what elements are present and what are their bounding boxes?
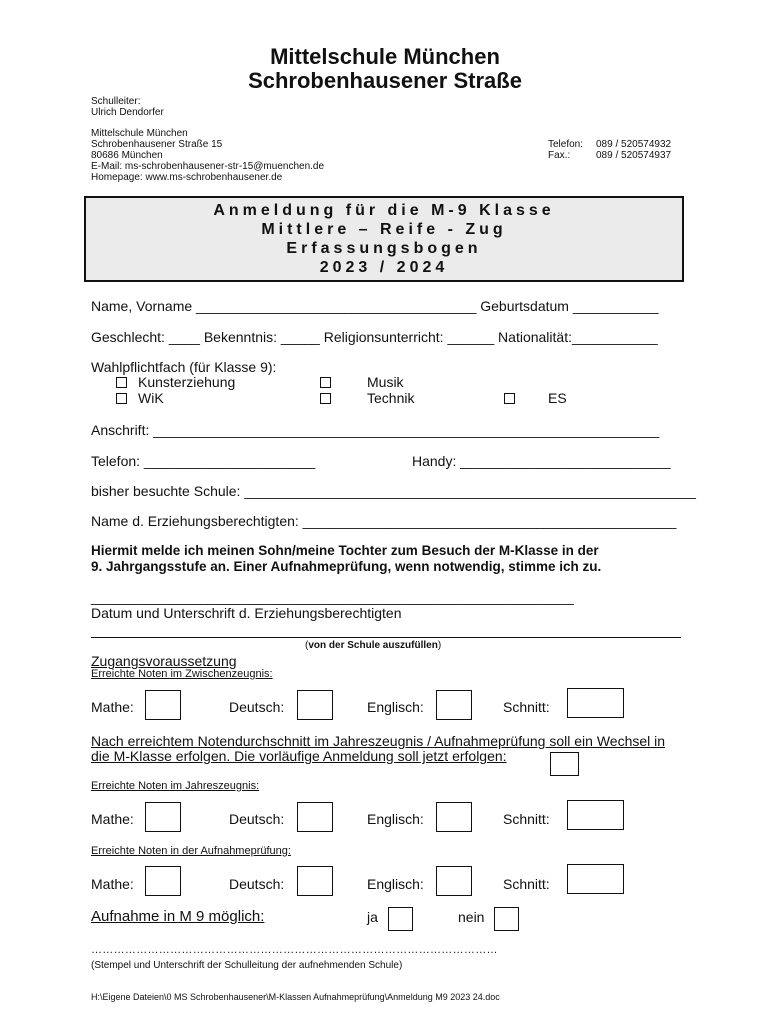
schnitt-label-3: Schnitt: xyxy=(503,876,550,892)
schnitt-grade-box-1[interactable] xyxy=(567,688,624,718)
mathe-label-1: Mathe: xyxy=(91,699,134,715)
deutsch-label-3: Deutsch: xyxy=(229,876,285,892)
declaration-line2: 9. Jahrgangsstufe an. Einer Aufnahmeprüfung, wenn notwendig, stimme ich zu. xyxy=(91,559,602,574)
phone-field[interactable]: Telefon: ______________________ xyxy=(91,453,316,469)
deutsch-label-2: Deutsch: xyxy=(229,811,285,827)
gender-religion-field[interactable]: Geschlecht: ____ Bekenntnis: _____ Religionsunterricht: ______ Nationalität:___________ xyxy=(91,329,658,345)
address-field[interactable]: Anschrift: _________________________________________________________________ xyxy=(91,422,660,438)
signature-line[interactable]: ______________________________________________________________ xyxy=(91,589,574,605)
englisch-label-1: Englisch: xyxy=(367,699,424,715)
form-title-line3: Erfassungsbogen xyxy=(286,240,482,257)
signature-label: Datum und Unterschrift d. Erziehungsberechtigten xyxy=(91,605,402,621)
checkbox-musik[interactable] xyxy=(320,377,331,388)
elective-kunst-label: Kunsterziehung xyxy=(138,374,236,390)
school-title: Mittelschule München xyxy=(270,44,500,69)
englisch-label-2: Englisch: xyxy=(367,811,424,827)
name-field[interactable]: Name, Vorname ____________________________________ Geburtsdatum ___________ xyxy=(91,298,659,314)
deutsch-grade-box-3[interactable] xyxy=(297,866,333,896)
preliminary-registration-box[interactable] xyxy=(550,752,579,776)
requirement-heading: Zugangsvoraussetzung xyxy=(91,653,237,669)
annual-grades-label: Erreichte Noten im Jahreszeugnis: xyxy=(91,780,260,792)
address-email: E-Mail: ms-schrobenhausener-str-15@muenchen.de xyxy=(91,161,325,172)
mathe-label-2: Mathe: xyxy=(91,811,134,827)
admission-label: Aufnahme in M 9 möglich: xyxy=(91,908,265,925)
section-divider xyxy=(91,637,681,638)
address-street: Schrobenhausener Straße 15 xyxy=(91,139,223,150)
guardian-field[interactable]: Name d. Erziehungsberechtigten: ________________________________________________ xyxy=(91,513,677,529)
elective-musik-label: Musik xyxy=(367,374,404,390)
checkbox-wik[interactable] xyxy=(116,393,127,404)
elective-technik-label: Technik xyxy=(367,390,415,406)
checkbox-es[interactable] xyxy=(504,393,515,404)
principal-name: Ulrich Dendorfer xyxy=(91,107,164,118)
form-title-box xyxy=(84,196,684,282)
elective-label: Wahlpflichtfach (für Klasse 9): xyxy=(91,359,277,375)
mathe-label-3: Mathe: xyxy=(91,876,134,892)
elective-es-label: ES xyxy=(548,390,567,406)
interim-grades-label: Erreichte Noten im Zwischenzeugnis: xyxy=(91,668,273,680)
checkbox-technik[interactable] xyxy=(320,393,331,404)
principal-label: Schulleiter: xyxy=(91,96,141,107)
address-city: 80686 München xyxy=(91,150,163,161)
footer-file-path: H:\Eigene Dateien\0 MS Schrobenhausener\M-Klassen Aufnahmeprüfung\Anmeldung M9 2023 24.doc xyxy=(91,992,500,1002)
checkbox-kunsterziehung[interactable] xyxy=(116,377,127,388)
mathe-grade-box-1[interactable] xyxy=(145,690,181,720)
schnitt-grade-box-2[interactable] xyxy=(567,800,624,830)
mathe-grade-box-2[interactable] xyxy=(145,802,181,832)
englisch-label-3: Englisch: xyxy=(367,876,424,892)
englisch-grade-box-1[interactable] xyxy=(436,690,472,720)
phone-value: 089 / 520574932 xyxy=(596,139,672,150)
exam-grades-label: Erreichte Noten in der Aufnahmeprüfung: xyxy=(91,845,291,857)
form-title-line2: Mittlere – Reife - Zug xyxy=(261,221,507,238)
admission-no-box[interactable] xyxy=(494,907,519,931)
deutsch-label-1: Deutsch: xyxy=(229,699,285,715)
mathe-grade-box-3[interactable] xyxy=(145,866,181,896)
school-street-title: Schrobenhausener Straße xyxy=(248,68,522,93)
phone-label: Telefon: xyxy=(548,139,584,150)
schnitt-grade-box-3[interactable] xyxy=(567,864,624,894)
admission-yes-box[interactable] xyxy=(388,907,413,931)
schnitt-label-2: Schnitt: xyxy=(503,811,550,827)
change-note-line2: die M-Klasse erfolgen. Die vorläufige Anmeldung soll jetzt erfolgen: xyxy=(91,748,507,764)
declaration-line1: Hiermit melde ich meinen Sohn/meine Tochter zum Besuch der M-Klasse in der xyxy=(91,543,599,558)
admission-no-label: nein xyxy=(458,909,485,925)
address-school: Mittelschule München xyxy=(91,128,188,139)
school-fill-note: (von der Schule auszufüllen) xyxy=(305,640,442,651)
fax-label: Fax.: xyxy=(548,150,571,161)
address-homepage: Homepage: www.ms-schrobenhausener.de xyxy=(91,172,283,183)
stamp-signature-line[interactable]: ……………………………………………………………………………………………… xyxy=(91,944,498,956)
englisch-grade-box-3[interactable] xyxy=(436,866,472,896)
stamp-signature-label: (Stempel und Unterschrift der Schulleitung der aufnehmenden Schule) xyxy=(91,960,403,971)
elective-wik-label: WiK xyxy=(138,390,164,406)
deutsch-grade-box-1[interactable] xyxy=(297,690,333,720)
deutsch-grade-box-2[interactable] xyxy=(297,802,333,832)
change-note-line1: Nach erreichtem Notendurchschnitt im Jahreszeugnis / Aufnahmeprüfung soll ein Wechsel in xyxy=(91,733,666,749)
form-title-line1: Anmeldung für die M-9 Klasse xyxy=(213,202,555,219)
admission-yes-label: ja xyxy=(367,909,378,925)
form-title-line4: 2023 / 2024 xyxy=(319,259,449,276)
fax-value: 089 / 520574937 xyxy=(596,150,672,161)
previous-school-field[interactable]: bisher besuchte Schule: __________________________________________________________ xyxy=(91,483,696,499)
englisch-grade-box-2[interactable] xyxy=(436,802,472,832)
schnitt-label-1: Schnitt: xyxy=(503,699,550,715)
mobile-field[interactable]: Handy: ___________________________ xyxy=(412,453,671,469)
